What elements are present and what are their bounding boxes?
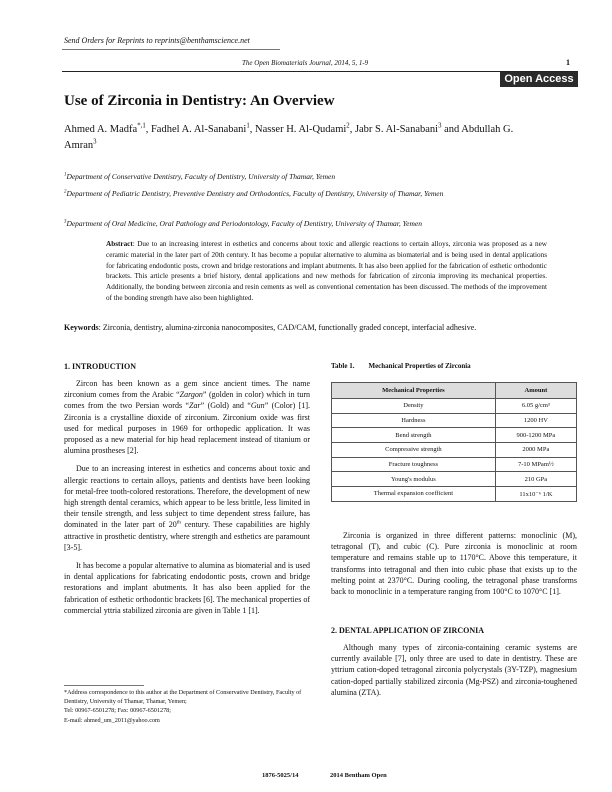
footnote-rule bbox=[64, 685, 144, 686]
paragraph: Zircon has been known as a gem since ancient times. The name zirconium comes from the Arabic “Zargon” (golden in color) which in turn comes from the two Persian words “Zar” (Gold) and “Gun” (Color) [1]. Zirconia is a crystalline dioxide of zirconium. Zirconium oxide was first used for medical purposes in 1969 for orthopedic application. It was proposed as a new material for hip head replacement instead of titanium or alumina prostheses [2]. bbox=[64, 379, 310, 456]
affiliation-2: $^2$Department of Pediatric Dentistry, Preventive Dentistry and Orthodontics, Faculty of Dentistry, University of Thamar, Yemen bbox=[64, 189, 444, 198]
abstract-label: Abstract bbox=[106, 240, 133, 248]
table-caption: Table 1. Mechanical Properties of Zirconia bbox=[331, 362, 471, 370]
paragraph: It has become a popular alternative to alumina as biomaterial and is used in dental applications for fabricating endodontic posts, crown and bridge restorations and implant abutments. It has also been applied for the fabrication of esthetic orthodontic brackets [6]. The mechanical properties of commercial yttria stabilized zirconia are given in Table 1 [1]. bbox=[64, 561, 310, 615]
table-row: Bend strength 900-1200 MPa bbox=[332, 428, 577, 443]
article-title: Use of Zirconia in Dentistry: An Overview bbox=[64, 93, 335, 109]
mechanical-properties-table bbox=[331, 382, 577, 502]
section-2-heading: 2. DENTAL APPLICATION OF ZIRCONIA bbox=[331, 626, 484, 635]
journal-citation: The Open Biomaterials Journal, 2014, 5, 1-9 bbox=[242, 59, 369, 67]
author-3: , Nasser H. Al-Qudami bbox=[249, 124, 347, 135]
author-2: , Fadhel A. Al-Sanabani bbox=[145, 124, 247, 135]
table-row: Young's modulus 210 GPa bbox=[332, 472, 577, 487]
table-header: Amount bbox=[495, 383, 576, 399]
affiliation-1: $^1$Department of Conservative Dentistry, Faculty of Dentistry, University of Thamar, Yemen bbox=[64, 172, 336, 181]
page-number: 1 bbox=[566, 58, 570, 67]
author-1: Ahmed A. Madfa bbox=[64, 124, 138, 135]
table-row: Compressive strength 2000 MPa bbox=[332, 443, 577, 458]
author-list: Ahmed A. Madfa$^{*,1}$, Fadhel A. Al-Sanabani$^1$, Nasser H. Al-Qudami$^2$, Jabr S. Al-Sanabani$^3$ and Abdullah G. Amran$^3$ bbox=[64, 122, 514, 151]
zirconia-phases-text bbox=[331, 530, 577, 597]
paragraph: Due to an increasing interest in esthetics and concerns about toxic and allergic reactions to certain alloys, patients and dentists have been looking for metal-free tooth-colored restorations. Therefore, the development of new high strength dental ceramics, which appear to be less brittle, less limited in their tensile strength, and less subject to time dependent stress failure, has dominated in the later part of 20th century. These capabilities are highly attractive in prosthetic dentistry, where strength and esthetics are paramount [3-5]. bbox=[64, 464, 310, 552]
section-1-heading: 1. INTRODUCTION bbox=[64, 362, 137, 371]
section-1-body bbox=[64, 378, 310, 616]
top-rule bbox=[62, 49, 280, 50]
paragraph: Zirconia is organized in three different patterns: monoclinic (M), tetragonal (T), and cubic (C). Pure zirconia is monoclinic at room temperature and remains stable up to 1170°C. Above this temperature, it transforms into tetragonal and then into cubic phase that exists up to the melting point at 2370°C. During cooling, the tetragonal phase transforms back to monoclinic in a temperature ranging from 100°C to 1070°C [1]. bbox=[331, 531, 577, 597]
email-link[interactable]: E-mail: ahmed_um_2011@yahoo.com bbox=[64, 716, 160, 724]
abstract: Abstract: Due to an increasing interest in esthetics and concerns about toxic and allergic reactions to certain alloys, zirconia was proposed as a new ceramic material in the later part of 20th century. It has become a popular alternative to alumina as biomaterial and is being used in dental applications for fabricating endodontic posts, crown and bridge restorations and implant abutments. It has also been applied for the fabrication of esthetic orthodontic brackets. This article presents a brief history, dental applications and new methods for fabrication of zirconia improving its mechanical properties. Additionally, the bonding between zirconia and resin cements as well as conventional cementation has been discussed. The methods of the improvement of the bonding strength have also been highlighted. bbox=[106, 240, 547, 302]
affiliation-3: $^3$Department of Oral Medicine, Oral Pathology and Periodontology, Faculty of Dentistry, University of Thamar, Yemen bbox=[64, 219, 422, 228]
author-5: and Abdullah G. Amran bbox=[64, 124, 514, 151]
table-row: Thermal expansion coefficient 11x10⁻⁶ 1/K bbox=[332, 487, 577, 502]
open-access-badge: Open Access bbox=[500, 72, 578, 87]
keywords-label: Keywords bbox=[64, 323, 99, 332]
correspondence-footnote: *Address correspondence to this author at the Department of Conservative Dentistry, Faculty of Dentistry, University of Thamar, Thamar, Yemen; Tel: 00967-6501278; Fax: 00967-6501278; E-mail: ahmed_um_2011@yahoo.com bbox=[64, 688, 314, 725]
paragraph: Although many types of zirconia-containing ceramic systems are currently available [7], only three are used to date in dentistry. These are yttrium cation-doped tetragonal zirconia polycrystals (3Y-TZP), magnesium cation-doped partially stabilized zirconia (Mg-PSZ) and zirconia-toughened alumina (ZTA). bbox=[331, 643, 577, 697]
table-row: Density 6.05 g/cm³ bbox=[332, 399, 577, 414]
keywords: Keywords: Zirconia, dentistry, alumina-zirconia nanocomposites, CAD/CAM, functionally graded concept, interfacial adhesive. bbox=[64, 323, 477, 332]
publisher-copyright: 2014 Bentham Open bbox=[330, 772, 387, 779]
section-2-body bbox=[331, 642, 577, 698]
table-header-row bbox=[332, 383, 577, 399]
table-header: Mechanical Properties bbox=[332, 383, 496, 399]
author-4: , Jabr S. Al-Sanabani bbox=[349, 124, 439, 135]
table-row: Fracture toughness 7-10 MPam½ bbox=[332, 457, 577, 472]
table-row: Hardness 1200 HV bbox=[332, 413, 577, 428]
issn: 1876-5025/14 bbox=[262, 772, 299, 779]
send-orders-note: Send Orders for Reprints to reprints@benthamscience.net bbox=[64, 36, 250, 45]
